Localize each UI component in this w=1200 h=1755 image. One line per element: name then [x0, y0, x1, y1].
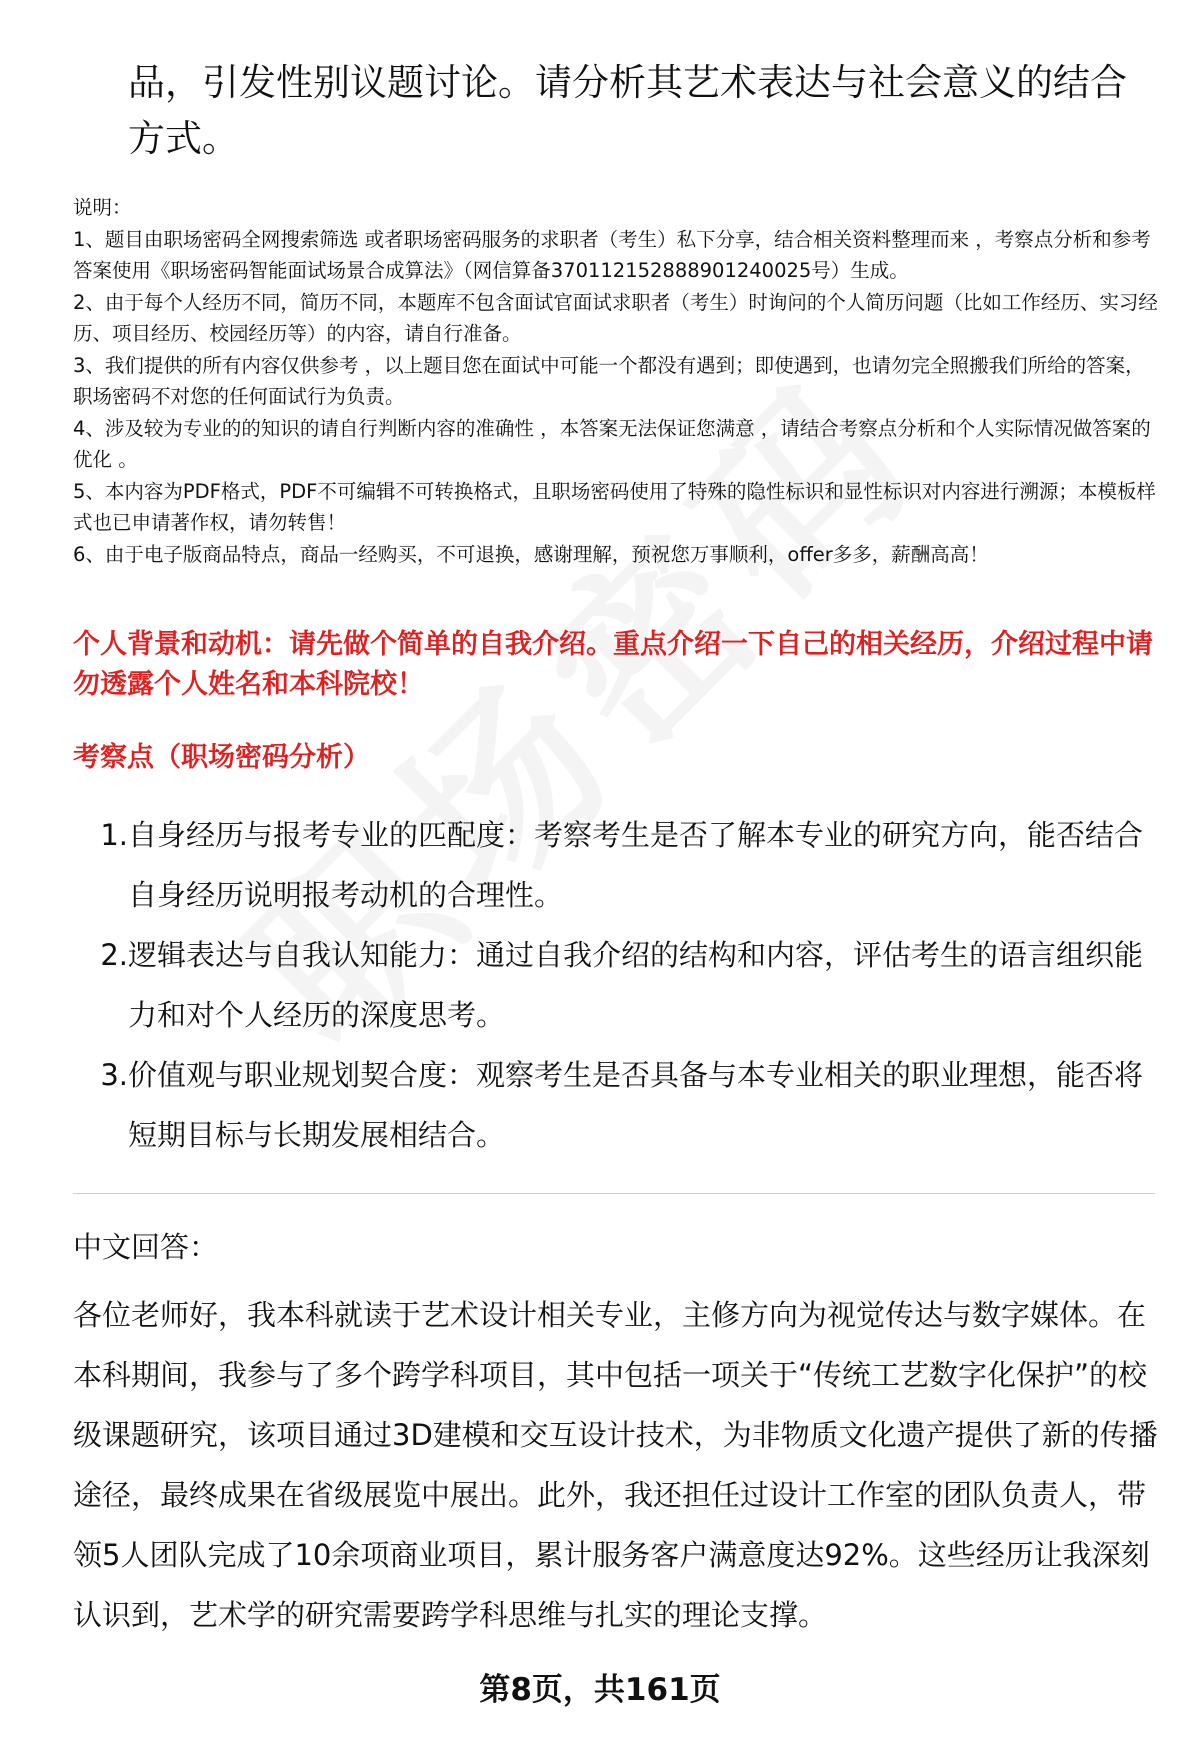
page-number: 第8页，共161页 — [479, 1672, 721, 1708]
point-number: 2. — [100, 938, 128, 972]
notes-title: 说明： — [73, 196, 132, 219]
point-text: 逻辑表达与自我认知能力：通过自我介绍的结构和内容，评估考生的语言组织能力和对个人经历的深度思考。 — [128, 938, 1144, 1032]
point-text: 自身经历与报考专业的匹配度：考察考生是否了解本专业的研究方向，能否结合自身经历说明报考动机的合理性。 — [128, 818, 1144, 912]
notes-block — [73, 192, 1158, 570]
note-item: 5、本内容为PDF格式，PDF不可编辑不可转换格式，且职场密码使用了特殊的隐性标识和显性标识对内容进行溯源；本模板样式也已申请著作权，请勿转售！ — [73, 479, 1156, 534]
note-item: 3、我们提供的所有内容仅供参考 ，以上题目您在面试中可能一个都没有遇到；即使遇到，也请勿完全照搬我们所给的答案，职场密码不对您的任何面试行为负责。 — [73, 353, 1145, 408]
analysis-point — [73, 1045, 1163, 1165]
answer-text: 各位老师好，我本科就读于艺术设计相关专业，主修方向为视觉传达与数字媒体。在本科期间，我参与了多个跨学科项目，其中包括一项关于“传统工艺数字化保护”的校级课题研究，该项目通过3D建模和交互设计技术，为非物质文化遗产提供了新的传播途径，最终成果在省级展览中展出。此外，我还担任过设计工作室的团队负责人，带领5人团队完成了10余项商业项目，累计服务客户满意度达92%。这些经历让我深刻认识到，艺术学的研究需要跨学科思维与扎实的理论支撑。 — [73, 1298, 1158, 1632]
analysis-heading: 考察点（职场密码分析） — [73, 742, 370, 773]
intro-question: 个人背景和动机：请先做个简单的自我介绍。重点介绍一下自己的相关经历，介绍过程中请勿透露个人姓名和本科院校！ — [73, 629, 1153, 700]
section-divider — [73, 1193, 1155, 1194]
question-text: 品，引发性别议题讨论。请分析其艺术表达与社会意义的结合方式。 — [128, 61, 1127, 160]
answer-label: 中文回答： — [73, 1230, 219, 1264]
analysis-point — [73, 805, 1163, 925]
note-item: 6、由于电子版商品特点，商品一经购买，不可退换，感谢理解，预祝您万事顺利，offer多多，薪酬高高！ — [73, 542, 989, 566]
point-number: 3. — [100, 1058, 128, 1092]
note-item: 2、由于每个人经历不同，简历不同，本题库不包含面试官面试求职者（考生）时询问的个人简历问题（比如工作经历、实习经历、项目经历、校园经历等）的内容，请自行准备。 — [73, 290, 1158, 345]
point-number: 1. — [100, 818, 128, 852]
note-item: 1、题目由职场密码全网搜索筛选 或者职场密码服务的求职者（考生）私下分享，结合相关资料整理而来 ，考察点分析和参考答案使用《职场密码智能面试场景合成算法》（网信算备370112152888901240025号）生成。 — [73, 227, 1151, 282]
analysis-points-list — [73, 805, 1163, 1165]
point-text: 价值观与职业规划契合度：观察考生是否具备与本专业相关的职业理想，能否将短期目标与长期发展相结合。 — [128, 1058, 1144, 1152]
analysis-point — [73, 925, 1163, 1045]
note-item: 4、涉及较为专业的的知识的请自行判断内容的准确性 ，本答案无法保证您满意 ，请结合考察点分析和个人实际情况做答案的优化 。 — [73, 416, 1151, 471]
